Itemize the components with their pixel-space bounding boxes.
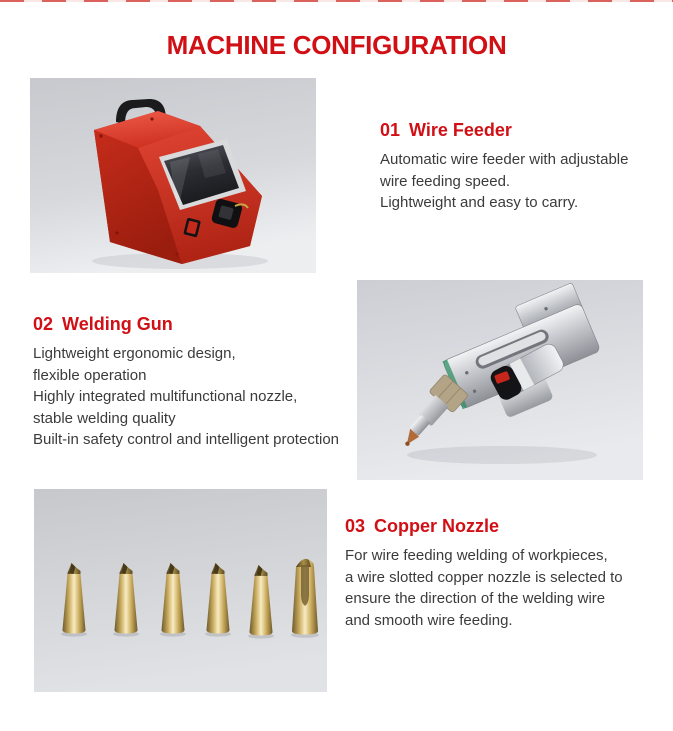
description-line: Built-in safety control and intelligent protection <box>33 431 340 448</box>
description-line: a wire slotted copper nozzle is selected to <box>345 568 623 586</box>
copper-nozzles-photo <box>34 489 327 692</box>
wire-feeder-photo <box>30 78 316 273</box>
section-title: Copper Nozzle <box>374 516 500 536</box>
top-divider-line <box>0 0 673 2</box>
section-number: 03 <box>345 516 366 536</box>
section-welding-gun <box>33 314 339 451</box>
description-line: For wire feeding welding of workpieces, <box>345 547 608 564</box>
description-line: wire feeding speed. <box>380 172 511 190</box>
description-line: Automatic wire feeder with adjustable <box>380 151 629 168</box>
description-line: Lightweight and easy to carry. <box>380 194 579 211</box>
description-line: stable welding quality <box>33 409 176 427</box>
section-title: Welding Gun <box>62 314 173 334</box>
section-heading <box>345 516 623 536</box>
description-line: Highly integrated multifunctional nozzle, <box>33 388 298 405</box>
page-title: MACHINE CONFIGURATION <box>166 30 507 60</box>
description-line: and smooth wire feeding. <box>345 611 513 629</box>
welding-gun-photo <box>357 280 643 480</box>
description-line: ensure the direction of the welding wire <box>345 590 606 607</box>
section-heading <box>33 314 339 334</box>
section-title: Wire Feeder <box>409 120 512 140</box>
description-line: flexible operation <box>33 366 147 384</box>
section-description <box>33 343 339 451</box>
section-number: 02 <box>33 314 54 334</box>
section-description <box>380 149 628 214</box>
section-copper-nozzle <box>345 516 623 631</box>
section-number: 01 <box>380 120 401 140</box>
section-description <box>345 545 623 631</box>
description-line: Lightweight ergonomic design, <box>33 345 236 362</box>
section-heading <box>380 120 628 140</box>
section-wire-feeder <box>380 120 628 214</box>
